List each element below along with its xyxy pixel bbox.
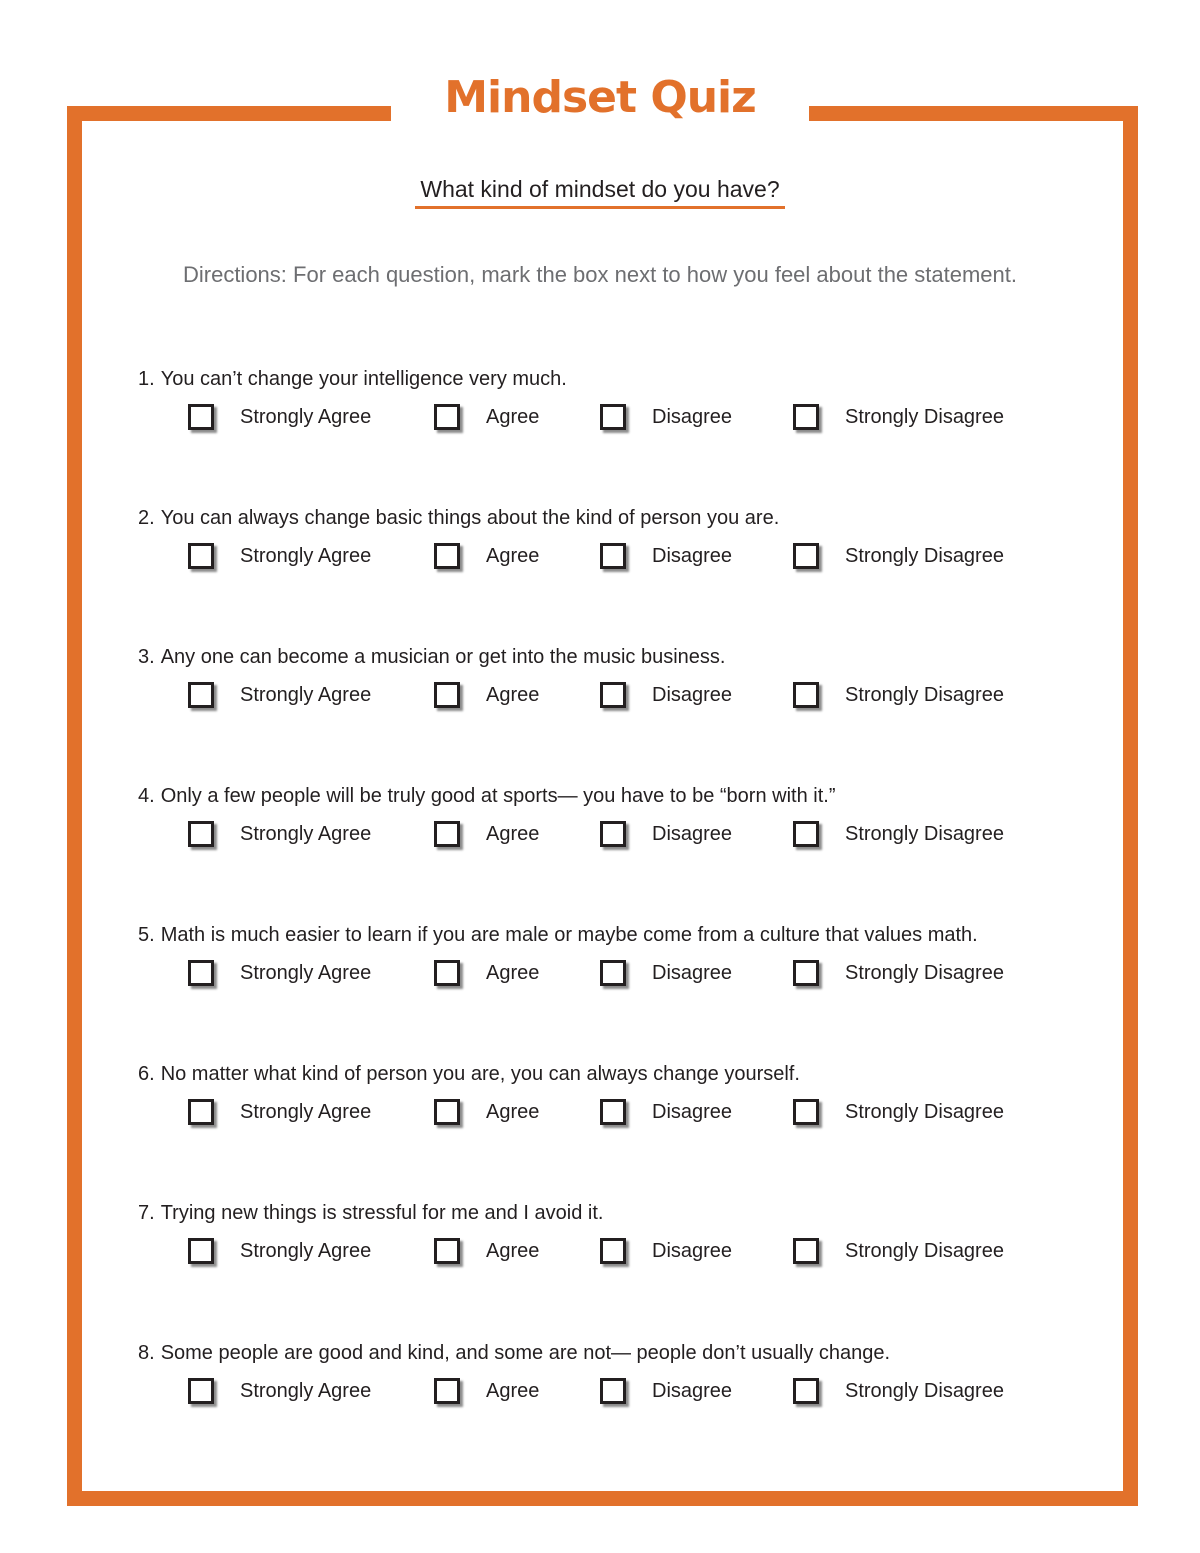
option-label: Strongly Agree bbox=[240, 1380, 372, 1402]
question-6 bbox=[138, 1063, 1138, 1143]
checkbox[interactable] bbox=[793, 404, 819, 430]
checkbox[interactable] bbox=[793, 1238, 819, 1264]
directions-text: Directions: For each question, mark the box next to how you feel about the statement. bbox=[182, 262, 1017, 287]
question-number: 1. bbox=[138, 368, 155, 390]
question-text bbox=[138, 1202, 603, 1225]
question-3 bbox=[138, 646, 1138, 726]
question-text bbox=[138, 1063, 800, 1086]
checkbox[interactable] bbox=[600, 543, 626, 569]
checkbox[interactable] bbox=[793, 821, 819, 847]
checkbox[interactable] bbox=[188, 1238, 214, 1264]
checkbox[interactable] bbox=[434, 543, 460, 569]
option-label: Strongly Disagree bbox=[845, 962, 1004, 984]
checkbox[interactable] bbox=[188, 682, 214, 708]
option-label: Strongly Agree bbox=[240, 545, 372, 567]
question-statement: Some people are good and kind, and some are not— people don’t usually change. bbox=[160, 1342, 891, 1364]
question-text bbox=[138, 646, 725, 669]
option-label: Agree bbox=[486, 823, 540, 845]
checkbox[interactable] bbox=[434, 821, 460, 847]
option-label: Agree bbox=[486, 684, 540, 706]
checkbox[interactable] bbox=[600, 404, 626, 430]
question-statement: Trying new things is stressful for me and I avoid it. bbox=[160, 1202, 604, 1224]
question-statement: Only a few people will be truly good at sports— you have to be “born with it.” bbox=[160, 785, 836, 807]
checkbox[interactable] bbox=[434, 404, 460, 430]
checkbox[interactable] bbox=[600, 1099, 626, 1125]
checkbox[interactable] bbox=[434, 960, 460, 986]
checkbox[interactable] bbox=[188, 404, 214, 430]
checkbox[interactable] bbox=[434, 1099, 460, 1125]
question-text bbox=[138, 1342, 890, 1365]
option-label: Agree bbox=[486, 406, 540, 428]
checkbox[interactable] bbox=[793, 682, 819, 708]
question-number: 8. bbox=[138, 1342, 155, 1364]
question-4 bbox=[138, 785, 1138, 865]
question-text bbox=[138, 368, 567, 391]
checkbox[interactable] bbox=[434, 682, 460, 708]
checkbox[interactable] bbox=[793, 543, 819, 569]
option-label: Strongly Agree bbox=[240, 1240, 372, 1262]
question-number: 4. bbox=[138, 785, 155, 807]
checkbox[interactable] bbox=[434, 1378, 460, 1404]
question-number: 6. bbox=[138, 1063, 155, 1085]
option-label: Agree bbox=[486, 962, 540, 984]
checkbox[interactable] bbox=[188, 543, 214, 569]
option-label: Strongly Disagree bbox=[845, 1380, 1004, 1402]
checkbox[interactable] bbox=[793, 1099, 819, 1125]
question-7 bbox=[138, 1202, 1138, 1282]
question-statement: You can’t change your intelligence very much. bbox=[160, 368, 567, 390]
option-label: Strongly Disagree bbox=[845, 1240, 1004, 1262]
question-8 bbox=[138, 1342, 1138, 1422]
option-label: Disagree bbox=[652, 1240, 733, 1262]
checkbox[interactable] bbox=[434, 1238, 460, 1264]
option-label: Agree bbox=[486, 1380, 540, 1402]
subtitle: What kind of mindset do you have? bbox=[415, 176, 784, 209]
checkbox[interactable] bbox=[188, 821, 214, 847]
question-statement: No matter what kind of person you are, you can always change yourself. bbox=[160, 1063, 800, 1085]
question-text bbox=[138, 924, 978, 947]
option-label: Strongly Disagree bbox=[845, 684, 1004, 706]
option-label: Agree bbox=[486, 1101, 540, 1123]
question-number: 3. bbox=[138, 646, 155, 668]
option-label: Strongly Agree bbox=[240, 962, 372, 984]
question-statement: Any one can become a musician or get into the music business. bbox=[160, 646, 726, 668]
checkbox[interactable] bbox=[188, 1378, 214, 1404]
question-statement: You can always change basic things about the kind of person you are. bbox=[160, 507, 780, 529]
question-text bbox=[138, 507, 779, 530]
checkbox[interactable] bbox=[793, 1378, 819, 1404]
checkbox[interactable] bbox=[600, 821, 626, 847]
checkbox[interactable] bbox=[188, 1099, 214, 1125]
checkbox[interactable] bbox=[188, 960, 214, 986]
question-number: 2. bbox=[138, 507, 155, 529]
subtitle-container bbox=[0, 176, 1200, 209]
option-label: Disagree bbox=[652, 545, 733, 567]
question-2 bbox=[138, 507, 1138, 587]
question-5 bbox=[138, 924, 1138, 1004]
option-label: Strongly Disagree bbox=[845, 406, 1004, 428]
checkbox[interactable] bbox=[600, 682, 626, 708]
option-label: Disagree bbox=[652, 962, 733, 984]
option-label: Agree bbox=[486, 545, 540, 567]
option-label: Disagree bbox=[652, 406, 733, 428]
option-label: Strongly Disagree bbox=[845, 1101, 1004, 1123]
question-number: 7. bbox=[138, 1202, 155, 1224]
question-text bbox=[138, 785, 835, 808]
option-label: Disagree bbox=[652, 823, 733, 845]
option-label: Strongly Agree bbox=[240, 406, 372, 428]
option-label: Strongly Disagree bbox=[845, 823, 1004, 845]
option-label: Disagree bbox=[652, 1101, 733, 1123]
checkbox[interactable] bbox=[600, 960, 626, 986]
option-label: Disagree bbox=[652, 684, 733, 706]
checkbox[interactable] bbox=[600, 1378, 626, 1404]
option-label: Strongly Agree bbox=[240, 823, 372, 845]
option-label: Strongly Agree bbox=[240, 684, 372, 706]
option-label: Agree bbox=[486, 1240, 540, 1262]
question-1 bbox=[138, 368, 1138, 448]
option-label: Strongly Agree bbox=[240, 1101, 372, 1123]
checkbox[interactable] bbox=[600, 1238, 626, 1264]
question-number: 5. bbox=[138, 924, 155, 946]
question-statement: Math is much easier to learn if you are male or maybe come from a culture that values math. bbox=[160, 924, 978, 946]
page-title: Mindset Quiz bbox=[444, 72, 756, 123]
option-label: Disagree bbox=[652, 1380, 733, 1402]
option-label: Strongly Disagree bbox=[845, 545, 1004, 567]
checkbox[interactable] bbox=[793, 960, 819, 986]
